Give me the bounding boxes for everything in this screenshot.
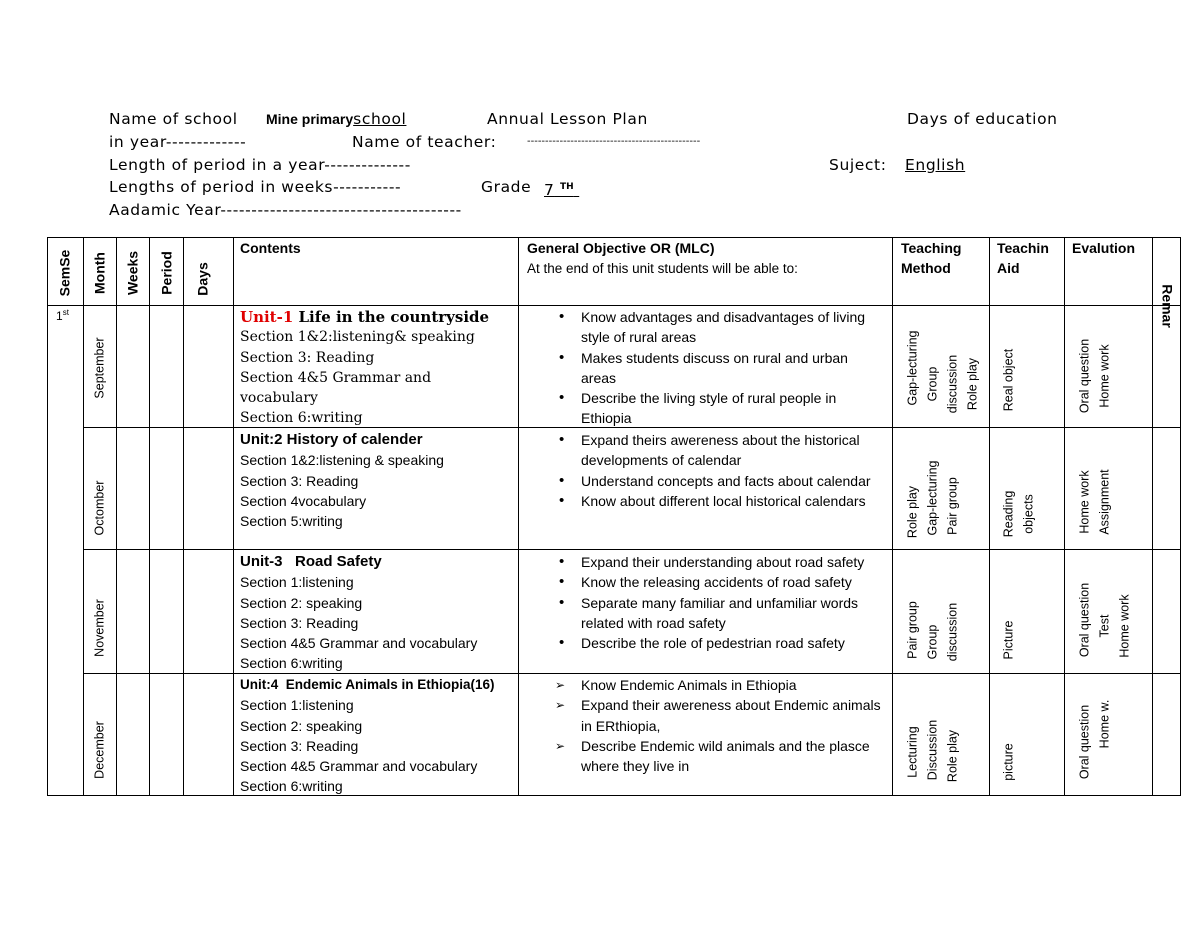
semester-value: 1st bbox=[56, 308, 69, 323]
list-item: • Know the releasing accidents of road safety bbox=[555, 572, 891, 592]
row4-eval-1: Oral question bbox=[1077, 704, 1092, 780]
list-item: Section 2: speaking bbox=[240, 717, 363, 734]
row3-aid-1: Picture bbox=[1001, 620, 1016, 660]
list-item: Section 5:writing bbox=[240, 513, 343, 530]
header-period: Period bbox=[158, 251, 175, 295]
list-item: • Describe the role of pedestrian road safety bbox=[555, 633, 891, 653]
header-line-4 bbox=[109, 177, 1109, 200]
list-item: • Know advantages and disadvantages of living style of rural areas bbox=[555, 307, 885, 348]
header-days: Days bbox=[194, 262, 211, 296]
row2-eval-2: Assignment bbox=[1097, 469, 1112, 535]
row2-aid-1: Reading bbox=[1001, 490, 1016, 538]
row1-aid-1: Real object bbox=[1001, 348, 1016, 412]
row4-contents bbox=[240, 675, 495, 797]
header-semester: SemSe bbox=[56, 249, 73, 297]
subject-value: English bbox=[905, 156, 966, 174]
row2-method-3: Pair group bbox=[945, 477, 960, 535]
subject-label: Suject: bbox=[829, 156, 887, 174]
header-teaching-method: Teaching Method bbox=[901, 240, 962, 276]
list-item: Section 2: speaking bbox=[240, 594, 363, 611]
list-item: Section 6:writing bbox=[240, 410, 363, 427]
header-remark: Remar bbox=[1159, 284, 1176, 328]
row3-objectives bbox=[555, 552, 891, 653]
header-line-2 bbox=[109, 132, 1109, 152]
lesson-plan-table bbox=[47, 237, 1181, 795]
grade-value: 7 $^{TH}$ bbox=[544, 181, 574, 200]
list-item: Section 3: Reading bbox=[240, 737, 359, 754]
row4-aid-1: picture bbox=[1001, 743, 1016, 781]
list-item: Section 4vocabulary bbox=[240, 492, 367, 509]
header-teaching-aid: Teachin Aid bbox=[997, 240, 1049, 276]
row2-aid-2: objects bbox=[1021, 494, 1036, 534]
school-label: Name of school bbox=[109, 110, 238, 128]
header-month: Month bbox=[91, 252, 108, 294]
list-item: Section 6:writing bbox=[240, 655, 343, 672]
list-item: ➢ Describe Endemic wild animals and the plasce where they live in bbox=[555, 736, 891, 777]
row1-unit-title: Unit-1 Life in the countryside bbox=[240, 308, 490, 326]
list-item: Section 3: Reading bbox=[240, 349, 375, 366]
teacher-label: Name of teacher: bbox=[352, 133, 497, 151]
row3-eval-2: Test bbox=[1097, 614, 1112, 638]
row1-method-4: Role play bbox=[965, 357, 980, 411]
list-item: Section 4&5 Grammar and vocabulary bbox=[240, 758, 478, 775]
row3-contents bbox=[240, 552, 477, 674]
row1-method-2: Group bbox=[925, 366, 940, 402]
days-of-education-label: Days of education bbox=[907, 110, 1058, 128]
header-contents: Contents bbox=[240, 240, 301, 256]
header-line-3 bbox=[109, 155, 1109, 175]
row2-unit-title: Unit:2 History of calender bbox=[240, 431, 423, 448]
row1-objectives bbox=[555, 307, 885, 429]
list-item: ➢ Expand their awereness about Endemic animals in ERthiopia, bbox=[555, 695, 891, 736]
row3-unit-title: Unit-3 Road Safety bbox=[240, 553, 382, 570]
list-item: • Know about different local historical calendars bbox=[555, 491, 891, 511]
list-item: Section 3: Reading bbox=[240, 614, 359, 631]
row2-contents bbox=[240, 430, 444, 531]
header-evaluation: Evalution bbox=[1072, 240, 1136, 256]
row4-method-1: Lecturing bbox=[905, 726, 920, 778]
row2-eval-1: Home work bbox=[1077, 470, 1092, 534]
school-name: Mine primaryschool bbox=[266, 110, 407, 128]
list-item: Section 1&2:listening & speaking bbox=[240, 452, 444, 469]
list-item: Section 1:listening bbox=[240, 574, 354, 591]
list-item: Section 4&5 Grammar and vocabulary bbox=[240, 635, 478, 652]
month-november: November bbox=[92, 599, 107, 657]
header-line-5 bbox=[109, 200, 1109, 220]
row4-eval-2: Home w. bbox=[1097, 699, 1112, 749]
grade-label: Grade bbox=[481, 178, 532, 196]
month-september: September bbox=[92, 337, 107, 399]
row2-method-2: Gap-lecturing bbox=[925, 460, 940, 536]
row3-eval-3: Home work bbox=[1117, 594, 1132, 658]
row3-method-2: Group bbox=[925, 624, 940, 660]
header-weeks: Weeks bbox=[124, 250, 141, 296]
row1-eval-1: Oral question bbox=[1077, 338, 1092, 414]
teacher-name-blank: ------------------------------------------------ bbox=[527, 136, 701, 147]
period-weeks-field: Lengths of period in weeks----------- bbox=[109, 178, 402, 196]
row1-eval-2: Home work bbox=[1097, 344, 1112, 408]
list-item: • Describe the living style of rural people in Ethiopia bbox=[555, 388, 885, 429]
row1-method-3: discussion bbox=[945, 354, 960, 414]
document-title: Annual Lesson Plan bbox=[487, 110, 648, 128]
list-item: Section 6:writing bbox=[240, 778, 343, 795]
row2-method-1: Role play bbox=[905, 485, 920, 539]
in-year-field: in year------------- bbox=[109, 133, 247, 151]
row4-method-3: Role play bbox=[945, 729, 960, 783]
header-objective: General Objective OR (MLC) At the end of this unit students will be able to: bbox=[527, 240, 798, 276]
row3-eval-1: Oral question bbox=[1077, 582, 1092, 658]
row2-objectives bbox=[555, 430, 891, 511]
list-item: • Makes students discuss on rural and urban areas bbox=[555, 348, 885, 389]
academic-year-field: Aadamic Year--------------------------------------- bbox=[109, 201, 462, 219]
list-item: Section 1&2:listening& speaking bbox=[240, 329, 475, 346]
list-item: • Expand theirs awereness about the historical developments of calendar bbox=[555, 430, 891, 471]
list-item: • Understand concepts and facts about calendar bbox=[555, 471, 891, 491]
list-item: Section 3: Reading bbox=[240, 472, 359, 489]
row1-contents bbox=[240, 307, 489, 429]
header-line-1 bbox=[109, 109, 1109, 129]
list-item: Section 1:listening bbox=[240, 697, 354, 714]
row4-objectives bbox=[555, 675, 891, 776]
row1-method-1: Gap-lecturing bbox=[905, 330, 920, 406]
list-item: vocabulary bbox=[240, 390, 318, 407]
row3-method-3: discussion bbox=[945, 602, 960, 662]
header-remark-clip bbox=[1153, 238, 1180, 328]
list-item: • Separate many familiar and unfamiliar words related with road safety bbox=[555, 593, 891, 634]
row4-method-2: Discussion bbox=[925, 719, 940, 781]
row4-unit-title: Unit:4 Endemic Animals in Ethiopia(16) bbox=[240, 677, 495, 692]
period-year-field: Length of period in a year-------------- bbox=[109, 156, 411, 174]
list-item: ➢ Know Endemic Animals in Ethiopia bbox=[555, 675, 891, 695]
list-item: • Expand their understanding about road safety bbox=[555, 552, 891, 572]
month-december: December bbox=[92, 721, 107, 779]
month-october: Octomber bbox=[92, 480, 107, 536]
list-item: Section 4&5 Grammar and bbox=[240, 369, 432, 386]
row3-method-1: Pair group bbox=[905, 601, 920, 659]
